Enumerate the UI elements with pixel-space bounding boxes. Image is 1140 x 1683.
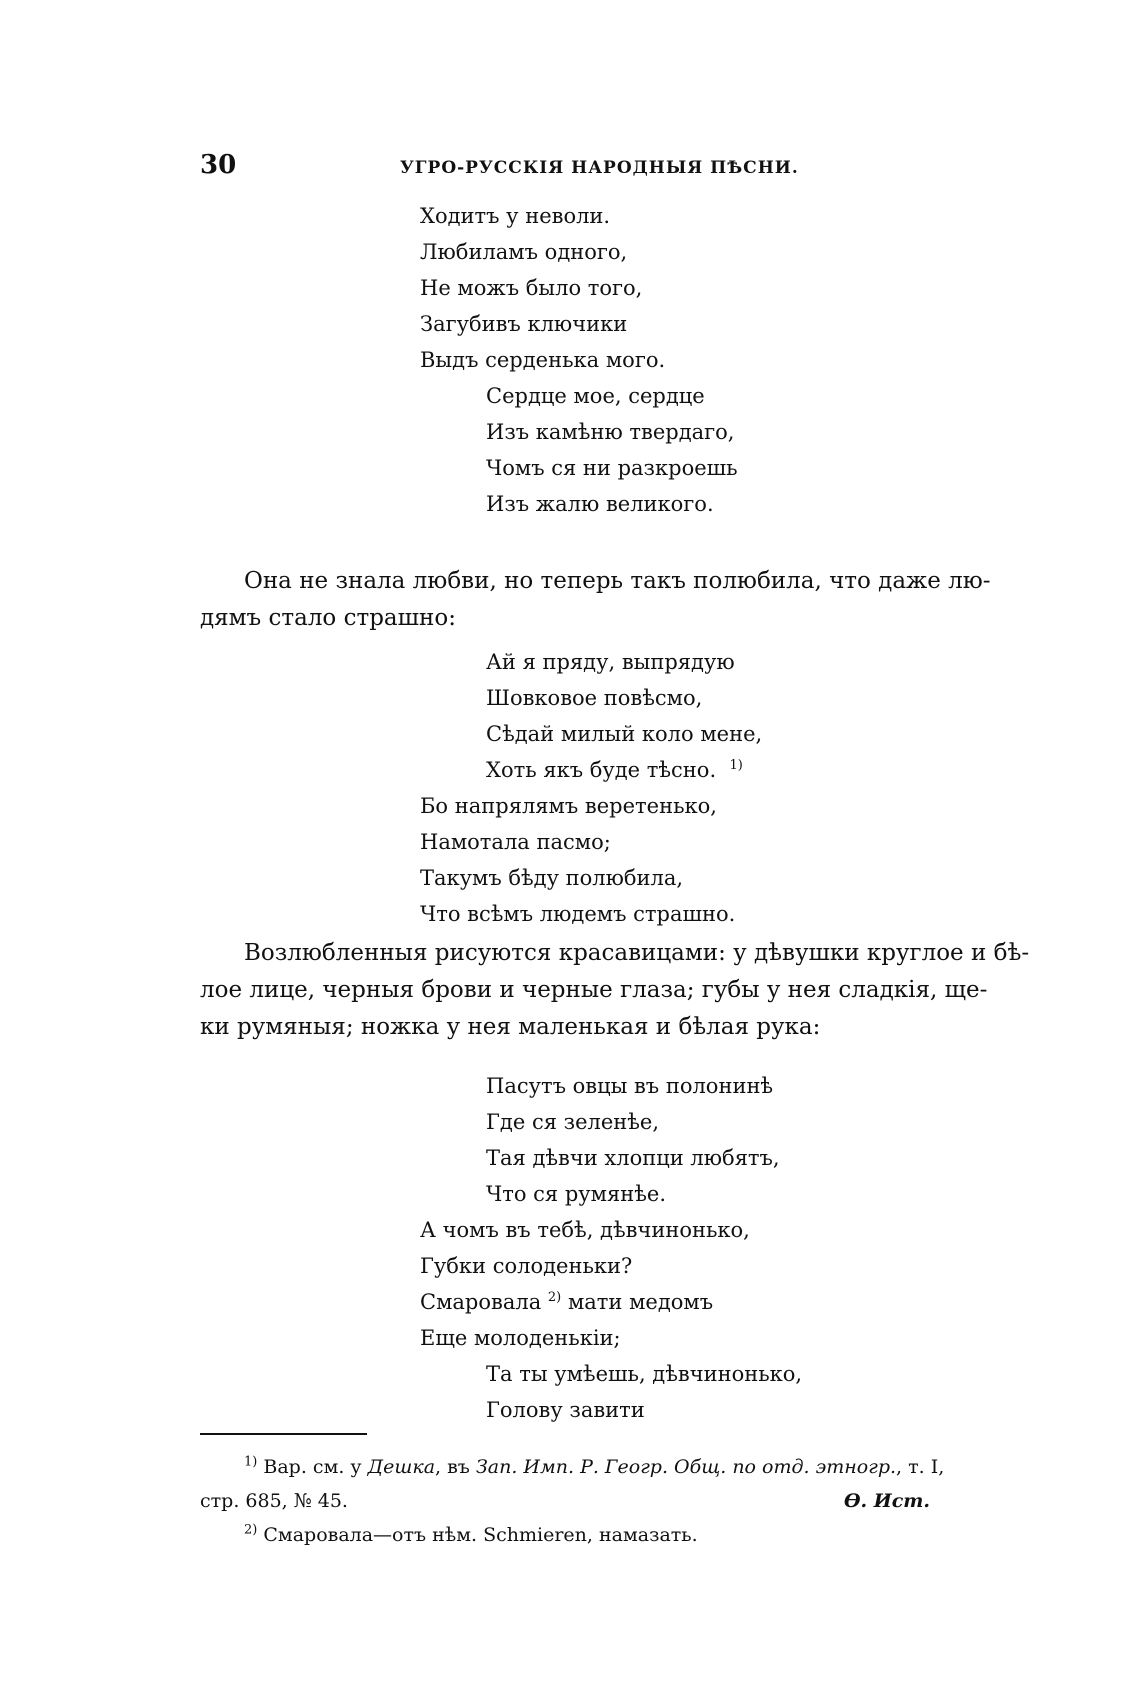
verse-block-2 xyxy=(420,644,762,932)
verse-line-text: мати медомъ xyxy=(567,1290,714,1314)
prose-line: лое лице, черныя брови и черные глаза; губы у нея сладкія, ще- xyxy=(200,977,988,1003)
footnote-divider xyxy=(200,1433,367,1435)
verse-line: Изъ камѣню твердаго, xyxy=(486,420,735,444)
verse-line xyxy=(420,752,762,788)
footnote-1-continued xyxy=(200,1484,990,1518)
verse-line: Любиламъ одного, xyxy=(420,240,628,264)
footnote-source: Зап. Имп. Р. Геогр. Общ. по отд. этногр. xyxy=(475,1456,897,1478)
prose-paragraph-1 xyxy=(200,563,990,637)
running-title: УГРО-РУССКІЯ НАРОДНЫЯ ПѢСНИ. xyxy=(400,158,799,178)
footnote-1 xyxy=(200,1450,990,1484)
prose-paragraph-2 xyxy=(200,935,1030,1046)
verse-line-text: Смаровала xyxy=(420,1290,542,1314)
footnote-text: , т. I, xyxy=(896,1456,945,1478)
footnote-signature: Ѳ. Ист. xyxy=(843,1490,930,1512)
verse-line: Шовковое повѣсмо, xyxy=(486,686,703,710)
footnote-mark: 1) xyxy=(244,1454,258,1470)
verse-line: Такумъ бѣду полюбила, xyxy=(420,866,684,890)
verse-line: Что ся румянѣе. xyxy=(486,1182,666,1206)
verse-line: Бо напрялямъ веретенько, xyxy=(420,794,717,818)
prose-line: Она не знала любви, но теперь такъ полюбила, что даже лю- xyxy=(244,568,991,594)
footnote-text: Смаровала—отъ нѣм. Schmieren, намазать. xyxy=(263,1524,698,1546)
footnote-mark: 2) xyxy=(244,1522,258,1538)
verse-line: Пасутъ овцы въ полонинѣ xyxy=(486,1074,774,1098)
verse-line: Та ты умѣешь, дѣвчинонько, xyxy=(486,1362,803,1386)
footnote-text: Вар. см. у xyxy=(263,1456,362,1478)
verse-line: Не можъ было того, xyxy=(420,276,643,300)
verse-line: Ай я пряду, выпрядую xyxy=(486,650,735,674)
verse-line: Что всѣмъ людемъ страшно. xyxy=(420,902,736,926)
verse-line: Выдъ серденька мого. xyxy=(420,348,666,372)
verse-line: Ходитъ у неволи. xyxy=(420,204,611,228)
prose-line: дямъ стало страшно: xyxy=(200,605,456,631)
verse-line: Тая дѣвчи хлопци любятъ, xyxy=(486,1146,780,1170)
verse-line: А чомъ въ тебѣ, дѣвчинонько, xyxy=(420,1218,750,1242)
footnote-ref-1: 1) xyxy=(729,758,743,773)
verse-line: Губки солоденьки? xyxy=(420,1254,633,1278)
verse-line: Изъ жалю великого. xyxy=(486,492,714,516)
verse-line: Голову завити xyxy=(486,1398,645,1422)
page-header xyxy=(200,150,990,190)
verse-line-text: Хоть якъ буде тѣсно. xyxy=(486,758,717,782)
footnote-2 xyxy=(200,1518,990,1552)
footnote-text: стр. 685, № 45. xyxy=(200,1490,348,1512)
footnotes xyxy=(200,1450,990,1552)
prose-line: Возлюбленныя рисуются красавицами: у дѣвушки круглое и бѣ- xyxy=(244,940,1030,966)
verse-line: Где ся зеленѣе, xyxy=(486,1110,660,1134)
footnote-author: Дешка xyxy=(367,1456,436,1478)
prose-line: ки румяныя; ножка у нея маленькая и бѣлая рука: xyxy=(200,1014,821,1040)
verse-line: Загубивъ ключики xyxy=(420,312,628,336)
verse-block-3 xyxy=(420,1068,802,1428)
verse-block-1 xyxy=(420,198,738,522)
verse-line: Сѣдай милый коло мене, xyxy=(486,722,763,746)
verse-line: Сердце мое, сердце xyxy=(486,384,705,408)
verse-line xyxy=(420,1284,802,1320)
verse-line: Еще молоденькіи; xyxy=(420,1326,621,1350)
footnote-ref-2: 2) xyxy=(547,1290,562,1305)
footnote-text: , въ xyxy=(435,1456,470,1478)
page-number: 30 xyxy=(200,150,237,180)
verse-line: Чомъ ся ни разкроешь xyxy=(486,456,738,480)
verse-line: Намотала пасмо; xyxy=(420,830,611,854)
